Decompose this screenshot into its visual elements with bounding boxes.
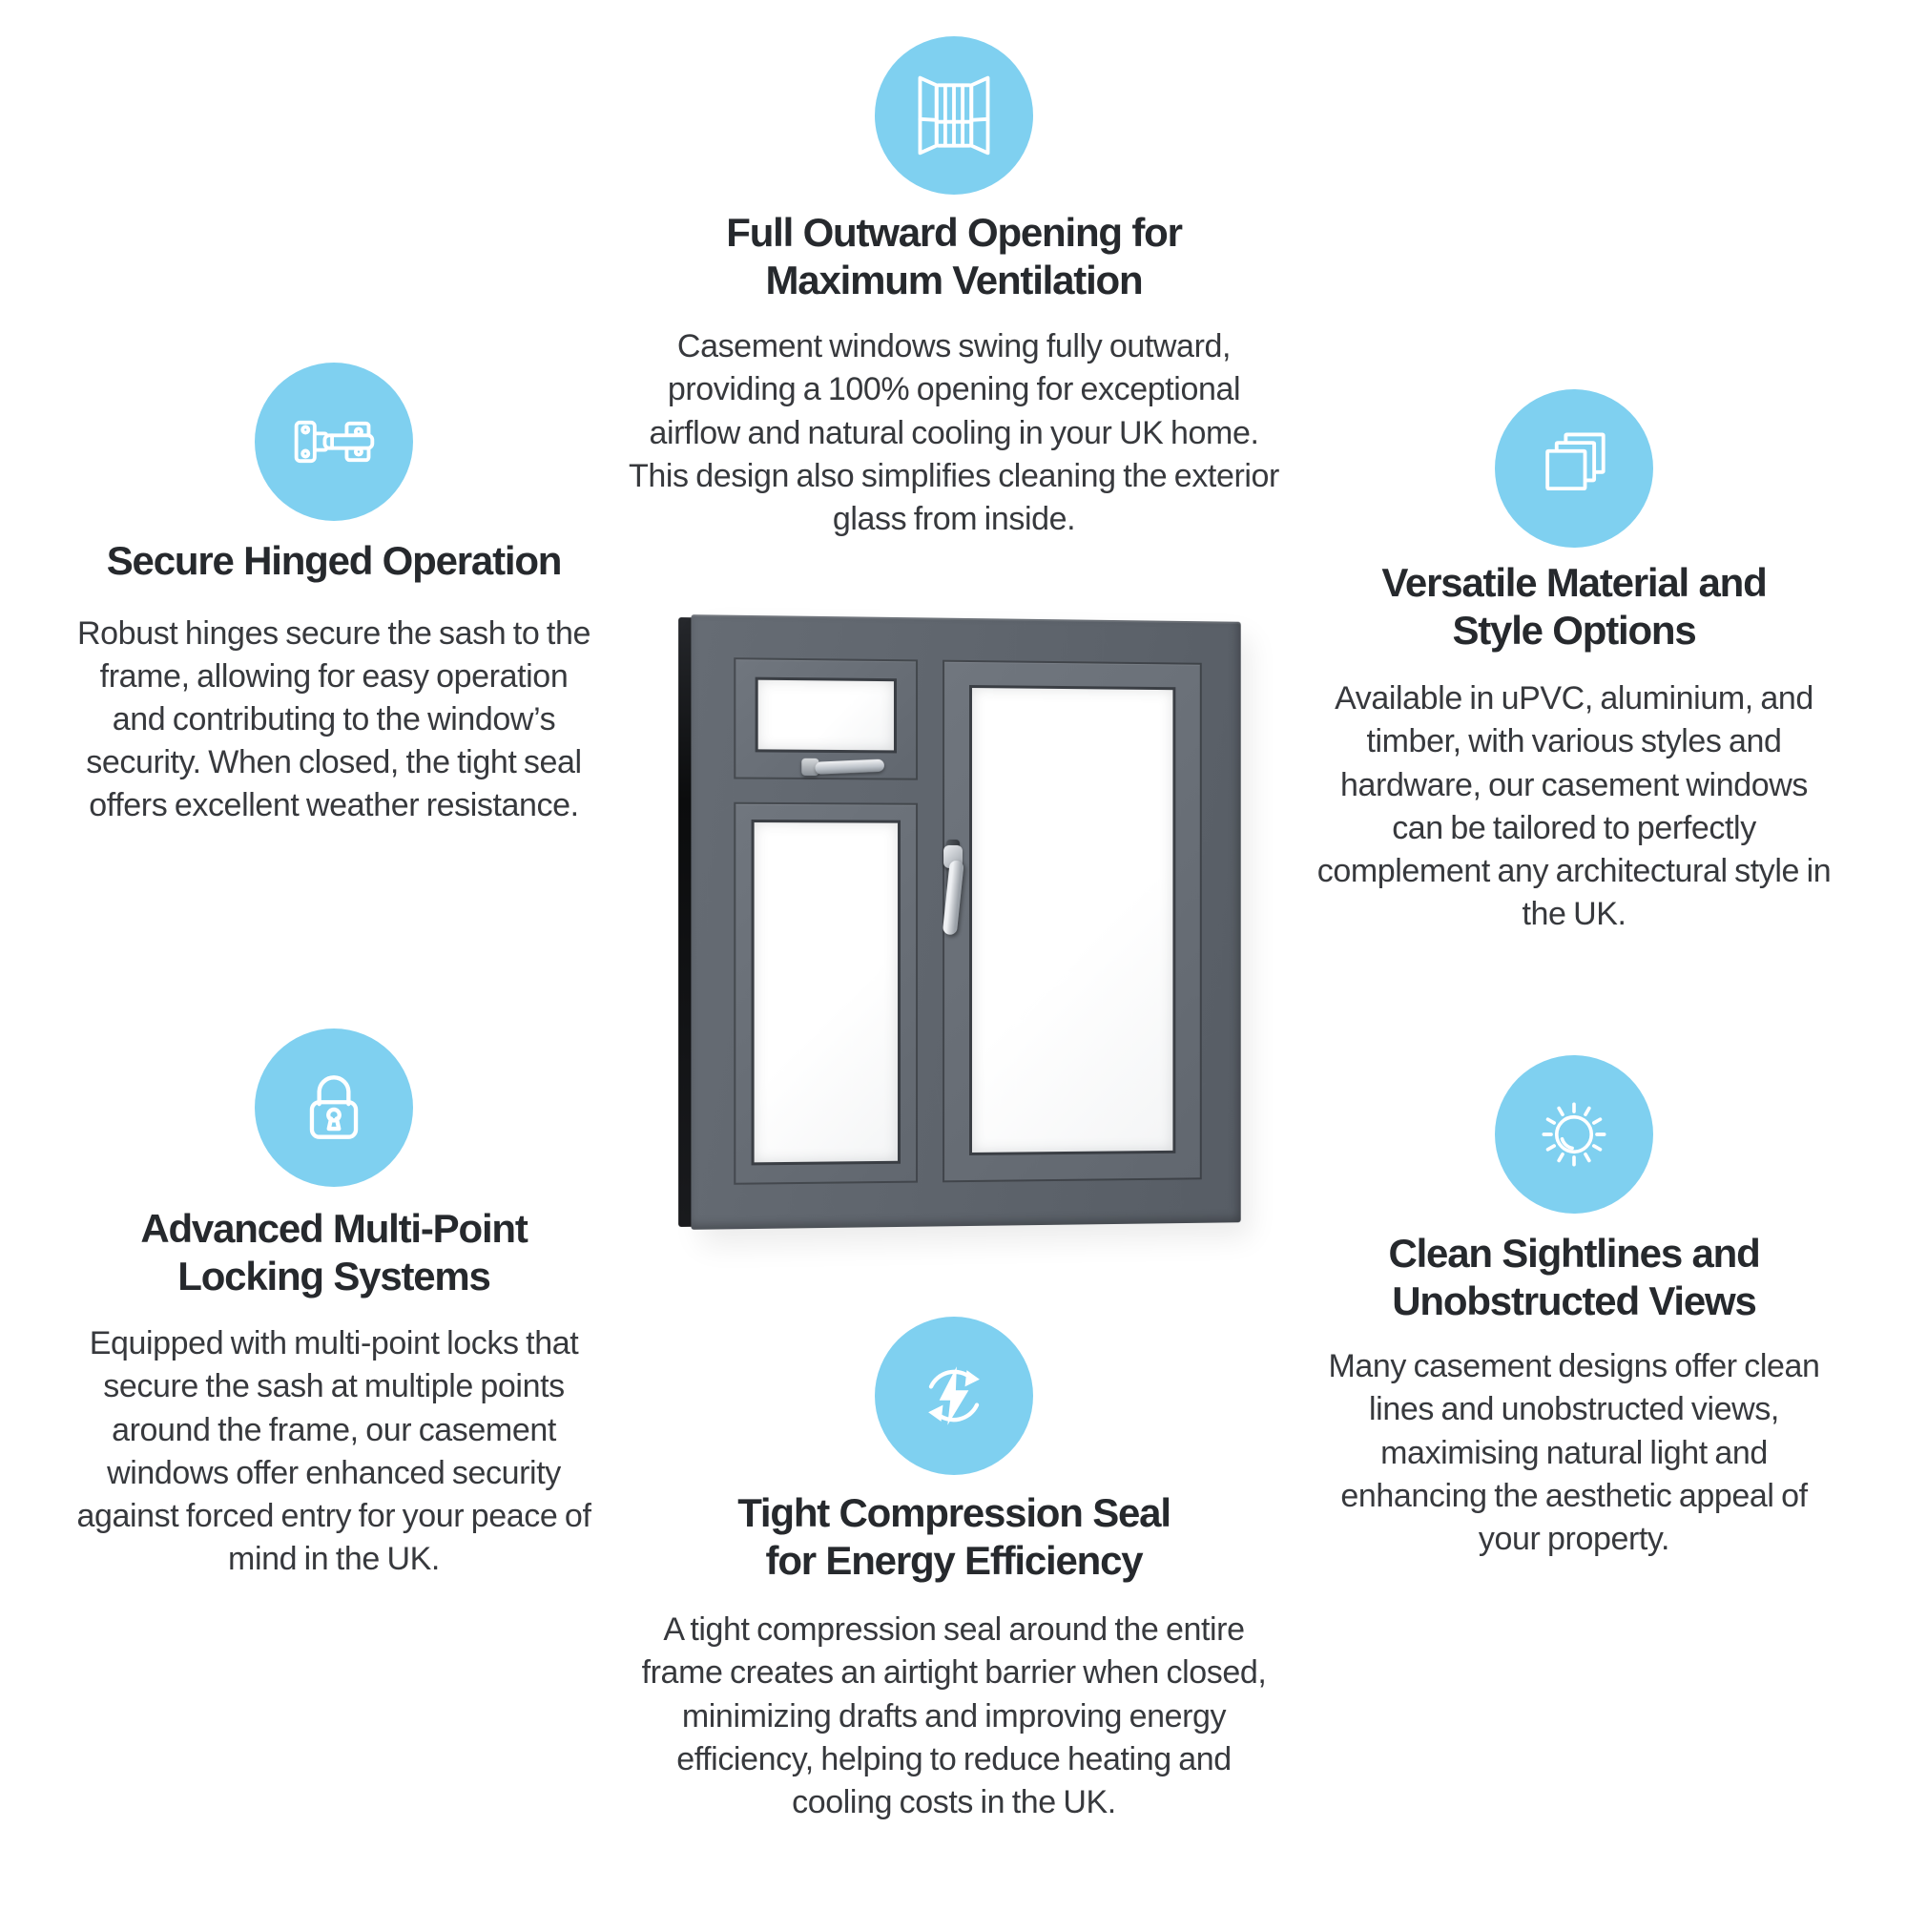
feature-title (67, 1205, 601, 1299)
feature-title (1288, 559, 1860, 654)
energy-cycle-icon (908, 1350, 1000, 1442)
feature-title-line: Advanced Multi-Point (140, 1206, 528, 1251)
feature-title-line: Unobstructed Views (1392, 1278, 1756, 1323)
icon-circle (875, 1317, 1033, 1475)
icon-circle (1495, 1055, 1653, 1214)
icon-circle (255, 363, 413, 521)
window-frame (691, 614, 1240, 1230)
feature-title (1288, 1230, 1860, 1324)
glass (969, 685, 1175, 1155)
side-hung-sash (944, 662, 1200, 1181)
feature-description: Many casement designs offer clean lines and unobstructed views, maximising natural light and enhancing the aesthetic appeal of your property. (1328, 1348, 1820, 1557)
feature-multi-point-locking (67, 1028, 601, 1581)
feature-title-line: Full Outward Opening for (726, 210, 1182, 255)
feature-description: Robust hinges secure the sash to the frame, allowing for easy operation and contributing to the window’s security. When closed, the tight seal offers excellent weather resistance. (77, 614, 590, 824)
feature-title-line: Versatile Material and (1381, 560, 1767, 605)
feature-clean-sightlines (1288, 1055, 1860, 1561)
icon-circle (1495, 389, 1653, 548)
feature-secure-hinged-operation (67, 363, 601, 828)
feature-title (601, 209, 1307, 303)
top-hung-sash (735, 659, 916, 778)
feature-title-line: for Energy Efficiency (765, 1537, 1143, 1583)
feature-title (601, 1489, 1307, 1584)
casement-window-image (691, 614, 1240, 1230)
feature-description: A tight compression seal around the entire frame creates an airtight barrier when closed, minimizing drafts and improving energy efficiency, helping to reduce heating and cooling costs in the UK. (641, 1611, 1267, 1820)
sun-icon (1528, 1089, 1620, 1180)
feature-compression-seal (601, 1317, 1307, 1824)
feature-title-line: Maximum Ventilation (765, 257, 1143, 302)
stacked-squares-icon (1528, 423, 1620, 514)
icon-circle (875, 36, 1033, 195)
feature-title-line: Tight Compression Seal (737, 1490, 1171, 1535)
feature-description: Equipped with multi-point locks that secure the sash at multiple points around the frame, our casement windows offer enhanced security against forced entry for your peace of mind in the UK. (76, 1325, 591, 1578)
fixed-pane (735, 804, 916, 1183)
padlock-icon (288, 1062, 380, 1153)
feature-full-outward-opening (601, 36, 1307, 541)
feature-title-line: Clean Sightlines and (1388, 1231, 1760, 1276)
feature-description: Casement windows swing fully outward, providing a 100% opening for exceptional airflow and natural cooling in your UK home. This design also simplifies cleaning the exterior glass from inside. (629, 328, 1279, 537)
feature-title-line: Locking Systems (177, 1253, 490, 1298)
hinge-icon (288, 396, 380, 488)
feature-description: Available in uPVC, aluminium, and timber, with various styles and hardware, our casement windows can be tailored to perfectly complement any architectural style in the UK. (1316, 680, 1832, 933)
feature-versatile-materials (1288, 389, 1860, 936)
feature-title (67, 537, 601, 585)
feature-title-line: Style Options (1452, 607, 1696, 653)
glass (756, 677, 897, 754)
open-window-icon (908, 70, 1000, 161)
icon-circle (255, 1028, 413, 1187)
glass (752, 820, 901, 1165)
feature-title-line: Secure Hinged Operation (106, 538, 562, 583)
